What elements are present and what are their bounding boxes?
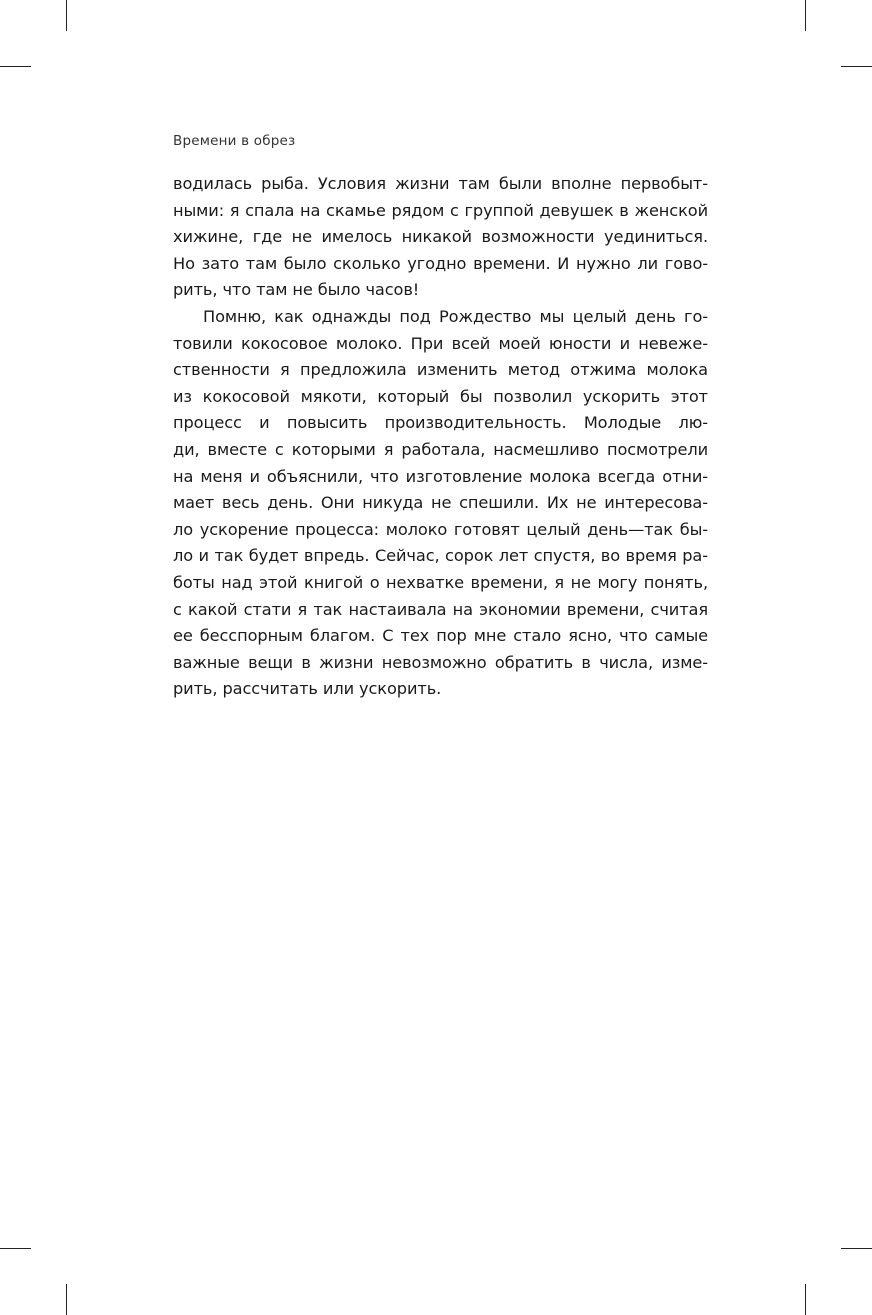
text-line: мает весь день. Они никуда не спешили. Их не интересова- — [173, 493, 708, 513]
text-line: с какой стати я так настаивала на экономии времени, считая — [173, 599, 708, 619]
paragraph-2 — [173, 304, 708, 703]
crop-mark-bottom-left-vertical — [66, 1284, 67, 1315]
text-line: Помню, как однажды под Рождество мы целый день го- — [203, 306, 708, 326]
text-line: ее бесспорным благом. С тех пор мне стало ясно, что самые — [173, 626, 708, 646]
crop-mark-top-left-vertical — [66, 0, 67, 31]
text-line: на меня и объяснили, что изготовление молока всегда отни- — [173, 466, 708, 486]
text-line: рить, что там не было часов! — [173, 280, 420, 300]
text-line: боты над этой книгой о нехватке времени, я не могу понять, — [173, 572, 708, 592]
text-line: ными: я спала на скамье рядом с группой девушек в женской — [173, 200, 708, 220]
text-line: Но зато там было сколько угодно времени. И нужно ли гово- — [173, 253, 708, 273]
running-head: Времени в обрез — [173, 133, 296, 149]
text-line: ло ускорение процесса: молоко готовят целый день—так бы- — [173, 519, 708, 539]
crop-mark-top-right-horizontal — [841, 66, 872, 67]
text-line: хижине, где не имелось никакой возможности уединиться. — [173, 227, 708, 247]
text-line: ло и так будет впредь. Сейчас, сорок лет спустя, во время ра- — [173, 546, 708, 566]
text-line: водилась рыба. Условия жизни там были вполне первобыт- — [173, 174, 708, 193]
text-line: ственности я предложила изменить метод отжима молока — [173, 360, 708, 380]
text-line: процесс и повысить производительность. Молодые лю- — [173, 413, 708, 433]
text-line: ди, вместе с которыми я работала, насмешливо посмотрели — [173, 439, 708, 459]
crop-mark-bottom-right-horizontal — [841, 1248, 872, 1249]
paragraph-1 — [173, 171, 708, 304]
crop-mark-top-right-vertical — [805, 0, 806, 31]
text-line: из кокосовой мякоти, который бы позволил ускорить этот — [173, 386, 708, 406]
crop-mark-bottom-left-horizontal — [0, 1248, 31, 1249]
text-line: рить, рассчитать или ускорить. — [173, 679, 442, 699]
body-text — [173, 171, 708, 703]
crop-mark-bottom-right-vertical — [805, 1284, 806, 1315]
crop-mark-top-left-horizontal — [0, 66, 31, 67]
text-line: важные вещи в жизни невозможно обратить в числа, изме- — [173, 652, 708, 672]
text-line: товили кокосовое молоко. При всей моей юности и невеже- — [173, 333, 708, 353]
